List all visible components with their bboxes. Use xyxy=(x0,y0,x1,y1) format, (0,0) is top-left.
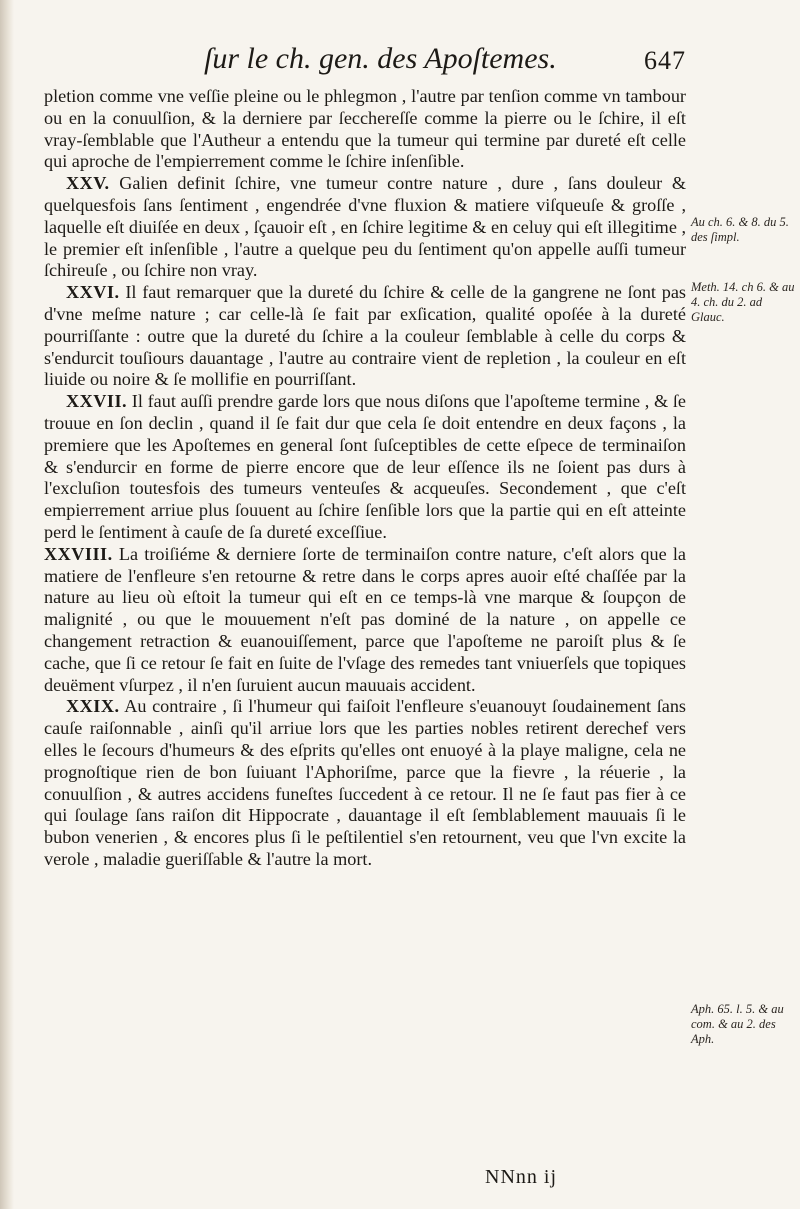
binding-gutter xyxy=(0,0,14,1209)
paragraph-number: XXIX. xyxy=(66,696,120,717)
paragraph-text: Galien definit ſchire, vne tumeur contre nature , dure , ſans douleur & quelquesfois ſans ſentiment , engendrée d'vne fluxion & matiere viſqueuſe & groſſe , laquelle eſt diuiſée en deux , ſçauoir eſt , en ſchire legitime & en celuy qui eſt illegitime , le premier eſt inſenſible , l'autre a quelque peu du ſentiment qu'on appelle auſſi tumeur ſchireuſe , ou ſchire non vray. xyxy=(44,173,687,281)
paragraph-xxvi xyxy=(44,282,686,391)
margin-note-galien: Au ch. 6. & 8. du 5. des ſimpl. xyxy=(691,215,789,244)
running-title: ſur le ch. gen. des Apoſtemes. xyxy=(204,42,557,75)
paragraph-xxviii xyxy=(44,544,686,697)
paragraph-xxix xyxy=(44,696,686,870)
paragraph-text: Il faut remarquer que la dureté du ſchire & celle de la gangrene ne ſont pas d'vne meſme nature ; car celle-là ſe fait par exſication, qualité opoſée à la dureté pourriſſante : outre que la dureté du ſchire a la couleur ſemblable à celle du corps & s'endurcit touſiours dauantage , l'autre au contraire vient de repletion , la couleur en eſt liuide ou noire & ſe mollifie en pourriſſant. xyxy=(44,282,687,390)
page-header xyxy=(44,38,684,82)
paragraph-xxvii xyxy=(44,391,686,544)
paragraph-number: XXVII. xyxy=(66,391,128,412)
paragraph-continuation xyxy=(44,86,686,173)
paragraph-number: XXVI. xyxy=(66,282,120,303)
signature-mark: NNnn ij xyxy=(485,1166,557,1188)
paragraph-text: Au contraire , ſi l'humeur qui faiſoit l'enfleure s'euanouyt ſoudainement ſans cauſe raiſonnable , ainſi qu'il arriue lors que les parties nobles retirent derechef vers elles le ſecours d'humeurs & des eſprits qu'elles ont enuoyé à la playe maligne, cela ne prognoſtique rien de bon ſuiuant l'Aphoriſme, parce que la fievre , la réuerie , la conuulſion , & autres accidens funeſtes ſuccedent à ce retour. Il ne ſe faut pas fier à ce qui ſoulage ſans raiſon dit Hippocrate , dauantage il eſt ſemblablement mauuais ſi le bubon venerien , & encores plus ſi le peſtilentiel s'en retournent, veu que l'vn excite la verole , maladie gueriſſable & l'autre la mort. xyxy=(44,696,687,869)
margin-note-aph: Aph. 65. l. 5. & au com. & au 2. des Aph. xyxy=(691,1002,784,1046)
paragraph-number: XXV. xyxy=(66,173,110,194)
paragraph-xxv xyxy=(44,173,686,282)
paragraph-text: La troiſiéme & derniere ſorte de terminaiſon contre nature, c'eſt alors que la matiere de l'enfleure s'en retourne & retre dans le corps apres auoir eſté chaſſée par la nature au lieu où eſtoit la tumeur qui eſt en ce temps-là vne marque & ſoupçon de malignité , ou que le mouuement n'eſt pas dominé de la nature , on appelle ce changement retraction & euanouiſſement, parce que l'apoſteme ne paroiſt plus & ſe cache, que ſi ce retour ſe fait en ſuite de l'vſage des remedes tant vniuerſels que topiques deuëment vſurpez , il n'en ſuruient aucun mauuais accident. xyxy=(44,543,687,695)
paragraph-number: XXVIII. xyxy=(44,543,113,564)
margin-note-meth: Meth. 14. ch 6. & au 4. ch. du 2. ad Glauc. xyxy=(691,280,795,324)
paragraph-text: pletion comme vne veſſie pleine ou le phlegmon , l'autre par tenſion comme vn tambour ou en la conuulſion, & la derniere par ſecchereſſe comme la pierre ou le ſchire, il eſt vray-ſemblable que l'Autheur a entendu que la tumeur qui termine par dureté eſt celle qui aproche de l'empierrement comme le ſchire inſenſible. xyxy=(44,86,686,172)
main-text xyxy=(44,86,686,871)
paragraph-text: Il faut auſſi prendre garde lors que nous diſons que l'apoſteme termine , & ſe trouue en ſon declin , quand il ſe fait dur que cela ſe doit entendre en deux façons , la premiere que les Apoſtemes en general ſont ſuſceptibles de cette eſpece de terminaiſon & s'endurcir en forme de pierre encore que de leur eſſence ils ne ſoient pas durs à l'excluſion toutesfois des tumeurs venteuſes & acqueuſes. Secondement , que c'eſt empierrement arriue plus ſouuent au ſchire ſenſible lors que la partie qui en eſt atteinte perd le ſentiment à cauſe de ſa dureté exceſſiue. xyxy=(44,391,686,542)
page-number: 647 xyxy=(644,46,686,75)
